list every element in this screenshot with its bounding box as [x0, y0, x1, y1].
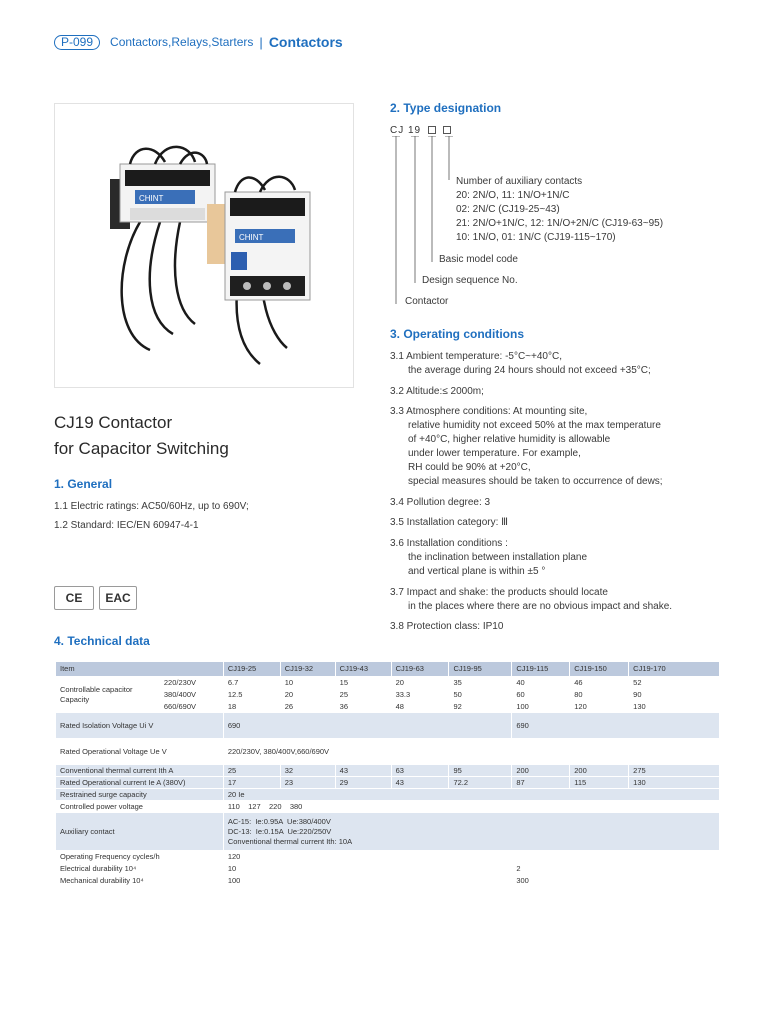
product-title: [54, 410, 229, 462]
table-cell: 92: [449, 701, 512, 713]
table-cell: 63: [391, 765, 449, 777]
ui-label: Rated Isolation Voltage Ui V: [56, 713, 224, 739]
ctrl-label: Controlled power voltage: [56, 801, 224, 813]
table-cell: 18: [223, 701, 280, 713]
aux-label: Auxiliary contact: [56, 813, 224, 851]
type-aux-line-4: 10: 1N/O, 01: 1N/C (CJ19-115~170): [456, 232, 616, 243]
oper-c8: 3.8 Protection class: IP10: [390, 621, 504, 632]
table-cell: 43: [391, 777, 449, 789]
ui-value-b: 690: [512, 713, 720, 739]
oper-c3-line-6: special measures should be taken to occurrence of dews;: [408, 476, 663, 487]
aux-value: [223, 813, 719, 851]
tech-heading: 4. Technical data: [54, 634, 150, 648]
ctrl-value: 110 127 220 380: [223, 801, 719, 813]
table-header-model: CJ19-25: [223, 662, 280, 677]
oper-c7-line-2: in the places where there are no obvious impact and shake.: [408, 601, 673, 612]
table-cell: 6.7: [223, 677, 280, 689]
table-cell: 87: [512, 777, 570, 789]
oper-c4: 3.4 Pollution degree: 3: [390, 497, 491, 508]
aux-line-3: Conventional thermal current Ith: 10A: [227, 836, 353, 846]
breadcrumb-category: Contactors,Relays,Starters: [110, 35, 254, 49]
table-cell: 26: [280, 701, 335, 713]
type-box-1: [428, 126, 436, 134]
table-cell: 72.2: [449, 777, 512, 789]
table-cell: 275: [629, 765, 720, 777]
type-aux-line-3: 21: 2N/O+1N/C, 12: 1N/O+2N/C (CJ19-63~95): [456, 218, 664, 229]
mech-value-b: 300: [512, 875, 720, 887]
type-heading: 2. Type designation: [390, 101, 502, 115]
oper-c3-line-1: 3.3 Atmosphere conditions: At mounting site,: [390, 406, 588, 417]
table-cell: 12.5: [223, 689, 280, 701]
table-cell: 52: [629, 677, 720, 689]
table-cell: 46: [570, 677, 629, 689]
table-row: [56, 713, 720, 739]
freq-label: Operating Frequency cycles/h: [56, 851, 224, 863]
oper-c2: 3.2 Altitude:≤ 2000m;: [390, 386, 484, 397]
table-cell: 48: [391, 701, 449, 713]
table-cell: 115: [570, 777, 629, 789]
table-header-item: Item: [56, 662, 224, 677]
table-row: [56, 789, 720, 801]
ith-label: Conventional thermal current Ith A: [56, 765, 224, 777]
elec-value-a: 10: [223, 863, 511, 875]
table-row: [56, 801, 720, 813]
title-line-1: CJ19 Contactor: [54, 413, 173, 432]
brand-label-front: CHINT: [239, 233, 264, 242]
table-header-model: CJ19-43: [335, 662, 391, 677]
mech-value-a: 100: [223, 875, 511, 887]
table-cell: 80: [570, 689, 629, 701]
table-cell: 130: [629, 701, 720, 713]
type-design-seq: Design sequence No.: [422, 275, 518, 286]
table-row: [56, 863, 720, 875]
ie-label: Rated Operational current Ie A (380V): [56, 777, 224, 789]
oper-c5: 3.5 Installation category: Ⅲ: [390, 517, 509, 528]
oper-c6-line-2: the inclination between installation plane: [408, 552, 588, 563]
table-header-row: [56, 662, 720, 677]
table-cell: 23: [280, 777, 335, 789]
surge-label: Restrained surge capacity: [56, 789, 224, 801]
cap-voltage: 220/230V: [159, 677, 223, 689]
table-cell: 90: [629, 689, 720, 701]
table-cell: 15: [335, 677, 391, 689]
type-aux-line-1: 20: 2N/O, 11: 1N/O+1N/C: [456, 190, 570, 201]
table-cell: 40: [512, 677, 570, 689]
technical-data-table: [55, 661, 720, 887]
table-cell: 35: [449, 677, 512, 689]
type-code: [390, 125, 451, 136]
table-cell: 50: [449, 689, 512, 701]
type-contactor: Contactor: [405, 296, 449, 307]
table-cell: 95: [449, 765, 512, 777]
aux-line-1: AC-15: Ie:0.95A Ue:380/400V: [227, 816, 331, 826]
table-cell: 36: [335, 701, 391, 713]
oper-c3-line-2: relative humidity not exceed 50% at the max temperature: [408, 420, 661, 431]
table-cell: 10: [280, 677, 335, 689]
table-cell: 200: [570, 765, 629, 777]
table-cell: 130: [629, 777, 720, 789]
page-header: [54, 33, 343, 51]
eac-mark: EAC: [99, 586, 137, 610]
table-row: [56, 777, 720, 789]
table-header-model: CJ19-32: [280, 662, 335, 677]
table-header-model: CJ19-115: [512, 662, 570, 677]
elec-label: Electrical durability 10⁴: [56, 863, 224, 875]
surge-value: 20 Ie: [223, 789, 719, 801]
general-heading: 1. General: [54, 477, 113, 491]
table-row: [56, 739, 720, 765]
oper-c6-line-1: 3.6 Installation conditions :: [390, 538, 508, 549]
type-box-2: [443, 126, 451, 134]
table-row: [56, 813, 720, 851]
brand-label: CHINT: [139, 194, 164, 203]
table-cell: 17: [223, 777, 280, 789]
table-cell: 60: [512, 689, 570, 701]
title-line-2: for Capacitor Switching: [54, 439, 229, 458]
table-cell: 43: [335, 765, 391, 777]
cap-voltage: 380/400V: [159, 689, 223, 701]
ue-label: Rated Operational Voltage Ue V: [56, 739, 224, 765]
mech-label: Mechanical durability 10⁴: [56, 875, 224, 887]
table-cell: 20: [391, 677, 449, 689]
table-row: [56, 677, 720, 689]
type-code-text: CJ 19: [390, 125, 422, 136]
table-cell: 200: [512, 765, 570, 777]
general-item-1: 1.1 Electric ratings: AC50/60Hz, up to 690V;: [54, 501, 249, 512]
general-item-2: 1.2 Standard: IEC/EN 60947-4-1: [54, 520, 199, 531]
table-header-model: CJ19-63: [391, 662, 449, 677]
oper-c1-line-2: the average during 24 hours should not exceed +35°C;: [408, 365, 651, 376]
ce-mark: CE: [54, 586, 94, 610]
table-cell: 100: [512, 701, 570, 713]
cap-label: Controllable capacitor Capacity: [56, 677, 160, 713]
table-cell: 25: [223, 765, 280, 777]
table-cell: 25: [335, 689, 391, 701]
product-photo: [54, 103, 354, 388]
table-row: [56, 765, 720, 777]
table-cell: 29: [335, 777, 391, 789]
oper-c3-line-4: under lower temperature. For example,: [408, 448, 581, 459]
breadcrumb-section: Contactors: [268, 34, 343, 50]
freq-value: 120: [223, 851, 719, 863]
oper-c7-line-1: 3.7 Impact and shake: the products should locate: [390, 587, 608, 598]
contactor-illustration: [55, 104, 353, 387]
table-cell: 33.3: [391, 689, 449, 701]
table-cell: 20: [280, 689, 335, 701]
oper-c3-line-3: of +40°C, higher relative humidity is allowable: [408, 434, 611, 445]
table-cell: 32: [280, 765, 335, 777]
page-number-badge: P-099: [54, 35, 100, 50]
oper-c1-line-1: 3.1 Ambient temperature: -5°C~+40°C,: [390, 351, 562, 362]
table-header-model: CJ19-170: [629, 662, 720, 677]
table-row: [56, 875, 720, 887]
table-header-model: CJ19-150: [570, 662, 629, 677]
type-aux-title: Number of auxiliary contacts: [456, 176, 583, 187]
type-basic-code: Basic model code: [439, 254, 518, 265]
table-header-model: CJ19-95: [449, 662, 512, 677]
breadcrumb-separator: |: [259, 34, 263, 50]
aux-line-2: DC-13: Ie:0.15A Ue:220/250V: [227, 826, 332, 836]
type-aux-line-2: 02: 2N/C (CJ19-25~43): [456, 204, 560, 215]
table-cell: 120: [570, 701, 629, 713]
cap-voltage: 660/690V: [159, 701, 223, 713]
oper-heading: 3. Operating conditions: [390, 327, 525, 341]
oper-c6-line-3: and vertical plane is within ±5 °: [408, 566, 546, 577]
oper-c3-line-5: RH could be 90% at +20°C,: [408, 462, 531, 473]
ue-value: 220/230V, 380/400V,660/690V: [223, 739, 719, 765]
table-row: [56, 851, 720, 863]
ui-value-a: 690: [223, 713, 511, 739]
elec-value-b: 2: [512, 863, 720, 875]
